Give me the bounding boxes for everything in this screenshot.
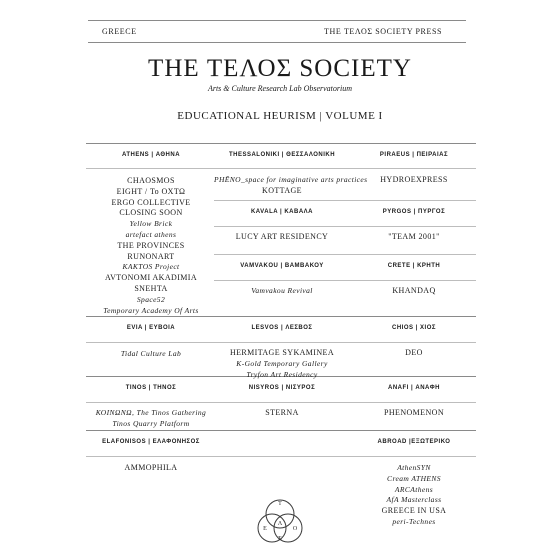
- heading-evia: EVIA | ΕΥΒΟΙΑ: [126, 325, 176, 331]
- list-item: AVTONOMI AKADIMIA: [104, 273, 198, 283]
- list-item: ΚΟΙΝΩΝΩ, The Tinos Gathering: [95, 408, 207, 417]
- list-item: GREECE IN USA: [381, 506, 447, 516]
- heading-crete: CRETE | ΚΡΗΤΗ: [387, 263, 441, 269]
- heading-abroad: ABROAD |ΕΞΩΤΕΡΙΚΟ: [377, 439, 451, 445]
- heading-athens: ATHENS | ΑΘΗΝΑ: [121, 152, 181, 158]
- list-item: RUNONART: [127, 251, 175, 261]
- heading-lesvos: LESVOS | ΛΕΣΒΟΣ: [251, 325, 313, 331]
- list-item: AthenSYN: [397, 463, 431, 472]
- evia-list: [86, 349, 216, 360]
- list-item: STERNA: [265, 408, 299, 417]
- heading-anafi: ANAFI | ΑΝΑΦΗ: [388, 385, 440, 391]
- vamvakou-list: [214, 286, 350, 297]
- rule-row1-top: [86, 143, 476, 144]
- athens-list: [86, 176, 216, 316]
- logo-letter: Τ: [278, 501, 282, 507]
- list-item: HYDROEXPRESS: [380, 175, 448, 184]
- list-item: Vamvakou Revival: [251, 286, 313, 295]
- heading-tinos: TINOS | ΤΗΝΟΣ: [125, 385, 177, 391]
- thessaloniki-list: [214, 175, 368, 197]
- list-item: SNEHTA: [134, 283, 168, 293]
- rule-vamvakou-top: [214, 254, 476, 255]
- list-item: PHĒNO_space for imaginative arts practices: [214, 175, 368, 184]
- rule-kavala-top: [214, 200, 476, 201]
- nisyros-list: [214, 408, 350, 419]
- list-item: THE PROVINCES: [117, 240, 185, 250]
- list-item: peri-Technes: [392, 516, 436, 526]
- pyrgos-list: [352, 232, 476, 243]
- top-rule: [88, 20, 466, 21]
- kavala-list: [214, 232, 350, 243]
- abroad-list: [352, 463, 476, 528]
- anafi-list: [352, 408, 476, 419]
- list-item: LUCY ART RESIDENCY: [235, 232, 329, 241]
- header-rule: [88, 42, 466, 43]
- list-item: EIGHT / Το ΟΧΤΩ: [116, 186, 186, 196]
- list-item: artefact athens: [125, 229, 177, 239]
- chios-list: [352, 348, 476, 359]
- logo-letter: Λ: [277, 521, 283, 527]
- heading-thessaloniki: THESSALONIKI | ΘΕΣΣΑΛΟΝΙΚΗ: [228, 152, 336, 158]
- country-label: GREECE: [102, 27, 137, 36]
- list-item: KOTTAGE: [262, 185, 302, 195]
- list-item: Yellow Brick: [129, 219, 173, 229]
- volume-title: EDUCATIONAL HEURISM | VOLUME I: [177, 110, 383, 122]
- rule-row2-sub: [86, 342, 476, 343]
- press-label: THE ΤΕΛΟΣ SOCIETY PRESS: [324, 27, 443, 36]
- heading-pyrgos: PYRGOS | ΠΥΡΓΟΣ: [382, 209, 446, 215]
- page-subtitle: Arts & Culture Research Lab Observatorium: [207, 84, 353, 93]
- crete-list: [352, 286, 476, 297]
- list-item: Tidal Culture Lab: [120, 349, 182, 358]
- logo-letter: Ε: [263, 526, 267, 532]
- page-title: THE ΤΕΛΟΣ SOCIETY: [148, 55, 412, 82]
- list-item: KAKTOS Project: [122, 262, 180, 272]
- list-item: PHENOMENON: [384, 408, 444, 417]
- heading-elafonisos: ELAFONISOS | ΕΛΑΦΟΝΗΣΟΣ: [102, 439, 200, 445]
- list-item: ARCAthens: [394, 484, 434, 494]
- heading-piraeus: PIRAEUS | ΠΕΙΡΑΙΑΣ: [379, 152, 449, 158]
- rule-row4-top: [86, 430, 476, 431]
- logo-letter: Σ: [278, 536, 282, 542]
- telos-logo-icon: [252, 494, 308, 550]
- lesvos-list: [214, 348, 350, 380]
- heading-nisyros: NISYROS | ΝΙΣΥΡΟΣ: [248, 385, 316, 391]
- list-item: Space52: [136, 294, 166, 304]
- rule-row3-sub: [86, 402, 476, 403]
- rule-vamvakou-sub: [214, 280, 476, 281]
- list-item: ERGO COLLECTIVE: [111, 197, 191, 207]
- logo-letter: Ο: [292, 526, 298, 532]
- heading-vamvakou: VAMVAKOU | ΒΑΜΒΑΚΟΥ: [240, 263, 324, 269]
- rule-kavala-sub: [214, 226, 476, 227]
- list-item: Tryfon Art Residency: [246, 369, 318, 379]
- piraeus-list: [352, 175, 476, 186]
- list-item: DEO: [405, 348, 423, 357]
- elafonisos-list: [86, 463, 216, 474]
- list-item: Cream ATHENS: [387, 473, 441, 483]
- list-item: CHAOSMOS: [127, 176, 175, 185]
- list-item: Tinos Quarry Platform: [112, 418, 190, 428]
- list-item: HERMITAGE SYKAMINEA: [229, 348, 335, 357]
- list-item: KHANDAQ: [392, 286, 436, 295]
- list-item: CLOSING SOON: [119, 208, 183, 218]
- heading-kavala: KAVALA | ΚΑΒΑΛΑ: [250, 209, 314, 215]
- rule-row1-sub: [86, 168, 476, 169]
- list-item: K-Gold Temporary Gallery: [236, 358, 328, 368]
- heading-chios: CHIOS | ΧΙΟΣ: [392, 325, 436, 331]
- tinos-list: [86, 408, 216, 430]
- list-item: "TEAM 2001": [388, 232, 440, 241]
- rule-row4-sub: [86, 456, 476, 457]
- list-item: Temporary Academy Of Arts: [103, 305, 199, 315]
- list-item: AMMOPHILA: [124, 463, 178, 472]
- list-item: AfA Masterclass: [386, 495, 442, 505]
